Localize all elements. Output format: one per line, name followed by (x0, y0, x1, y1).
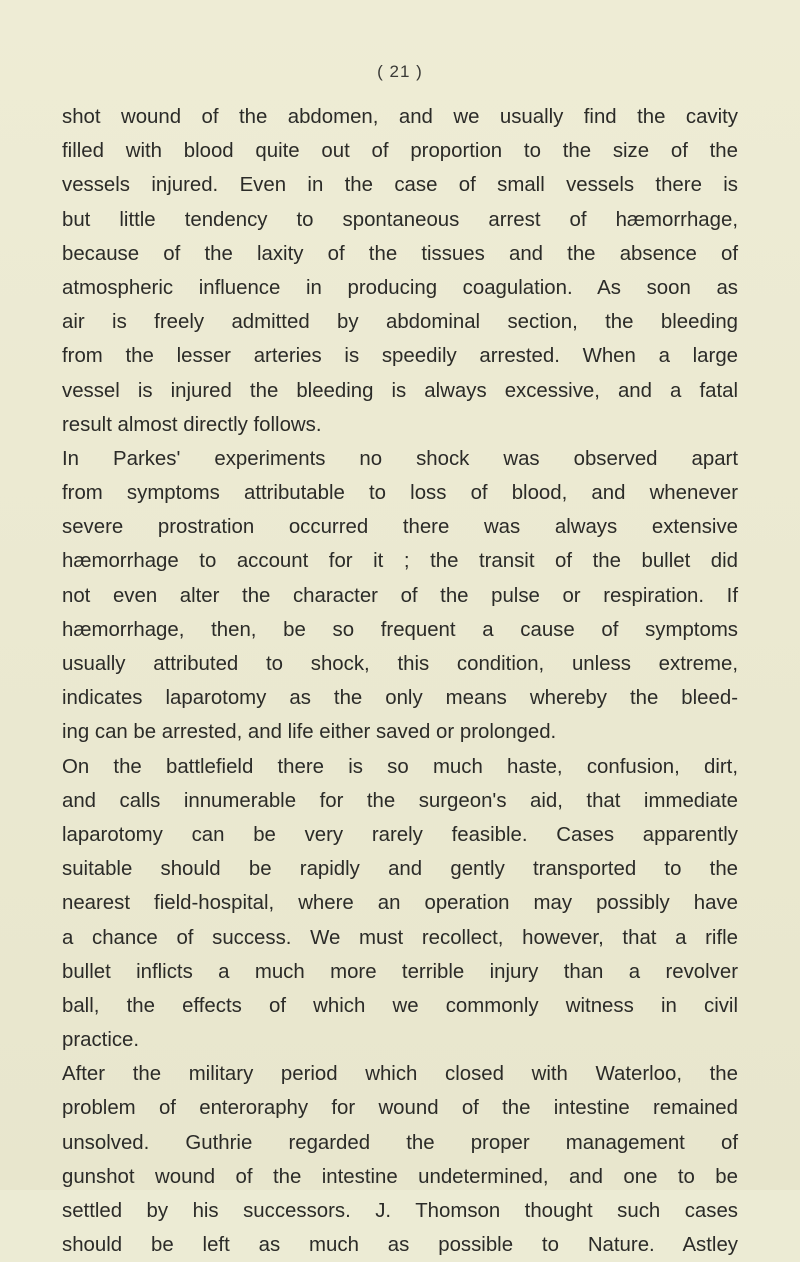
paragraph-end-line: ing can be arrested, and life either saved or prolonged. (62, 721, 557, 744)
text-line: settled by his successors. J. Thomson thought such cases (62, 1200, 738, 1222)
text-line: because of the laxity of the tissues and the absence of (62, 242, 738, 265)
text-line: nearest field-hospital, where an operation may possibly have (62, 892, 738, 915)
text-line: On the battlefield there is so much haste, confusion, dirt, (62, 755, 738, 778)
text-line: vessels injured. Even in the case of small vessels there is (62, 174, 738, 197)
text-line: from the lesser arteries is speedily arrested. When a large (62, 345, 738, 368)
text-line: should be left as much as possible to Nature. Astley (62, 1234, 738, 1257)
text-line: air is freely admitted by abdominal section, the bleeding (62, 311, 738, 334)
paragraph-end-line: practice. (62, 1029, 140, 1052)
text-line: and calls innumerable for the surgeon's aid, that immediate (62, 789, 738, 812)
text-line: unsolved. Guthrie regarded the proper management of (62, 1131, 738, 1154)
text-line: but little tendency to spontaneous arrest of hæmorrhage, (62, 208, 738, 231)
text-line: After the military period which closed with Waterloo, the (62, 1063, 738, 1086)
text-line: vessel is injured the bleeding is always excessive, and a fatal (62, 379, 738, 402)
text-line: problem of enteroraphy for wound of the intestine remained (62, 1097, 738, 1120)
text-line: bullet inflicts a much more terrible injury than a revolver (62, 960, 738, 983)
text-line: usually attributed to shock, this condition, unless extreme, (62, 653, 738, 675)
text-line: from symptoms attributable to loss of blood, and whenever (62, 482, 738, 505)
text-line: In Parkes' experiments no shock was observed apart (62, 447, 738, 470)
text-line: filled with blood quite out of proportion to the size of the (62, 140, 738, 163)
text-line: ball, the effects of which we commonly witness in civil (62, 994, 738, 1017)
text-line: hæmorrhage, then, be so frequent a cause of symptoms (62, 618, 738, 641)
text-line: severe prostration occurred there was always extensive (62, 516, 738, 539)
text-line: laparotomy can be very rarely feasible. Cases apparently (62, 823, 738, 846)
text-line: indicates laparotomy as the only means whereby the bleed- (62, 687, 738, 710)
text-line: a chance of success. We must recollect, however, that a rifle (62, 926, 738, 949)
text-line: shot wound of the abdomen, and we usually find the cavity (62, 106, 738, 128)
page-number: ( 21 ) (377, 62, 423, 81)
text-line: hæmorrhage to account for it ; the transit of the bullet did (62, 550, 738, 573)
text-line: gunshot wound of the intestine undetermined, and one to be (62, 1165, 738, 1188)
body-text (62, 100, 738, 1262)
text-line: suitable should be rapidly and gently transported to the (62, 858, 738, 881)
text-line: not even alter the character of the pulse or respiration. If (62, 584, 738, 607)
paragraph-end-line: result almost directly follows. (62, 413, 322, 436)
text-line: atmospheric influence in producing coagulation. As soon as (62, 276, 738, 299)
